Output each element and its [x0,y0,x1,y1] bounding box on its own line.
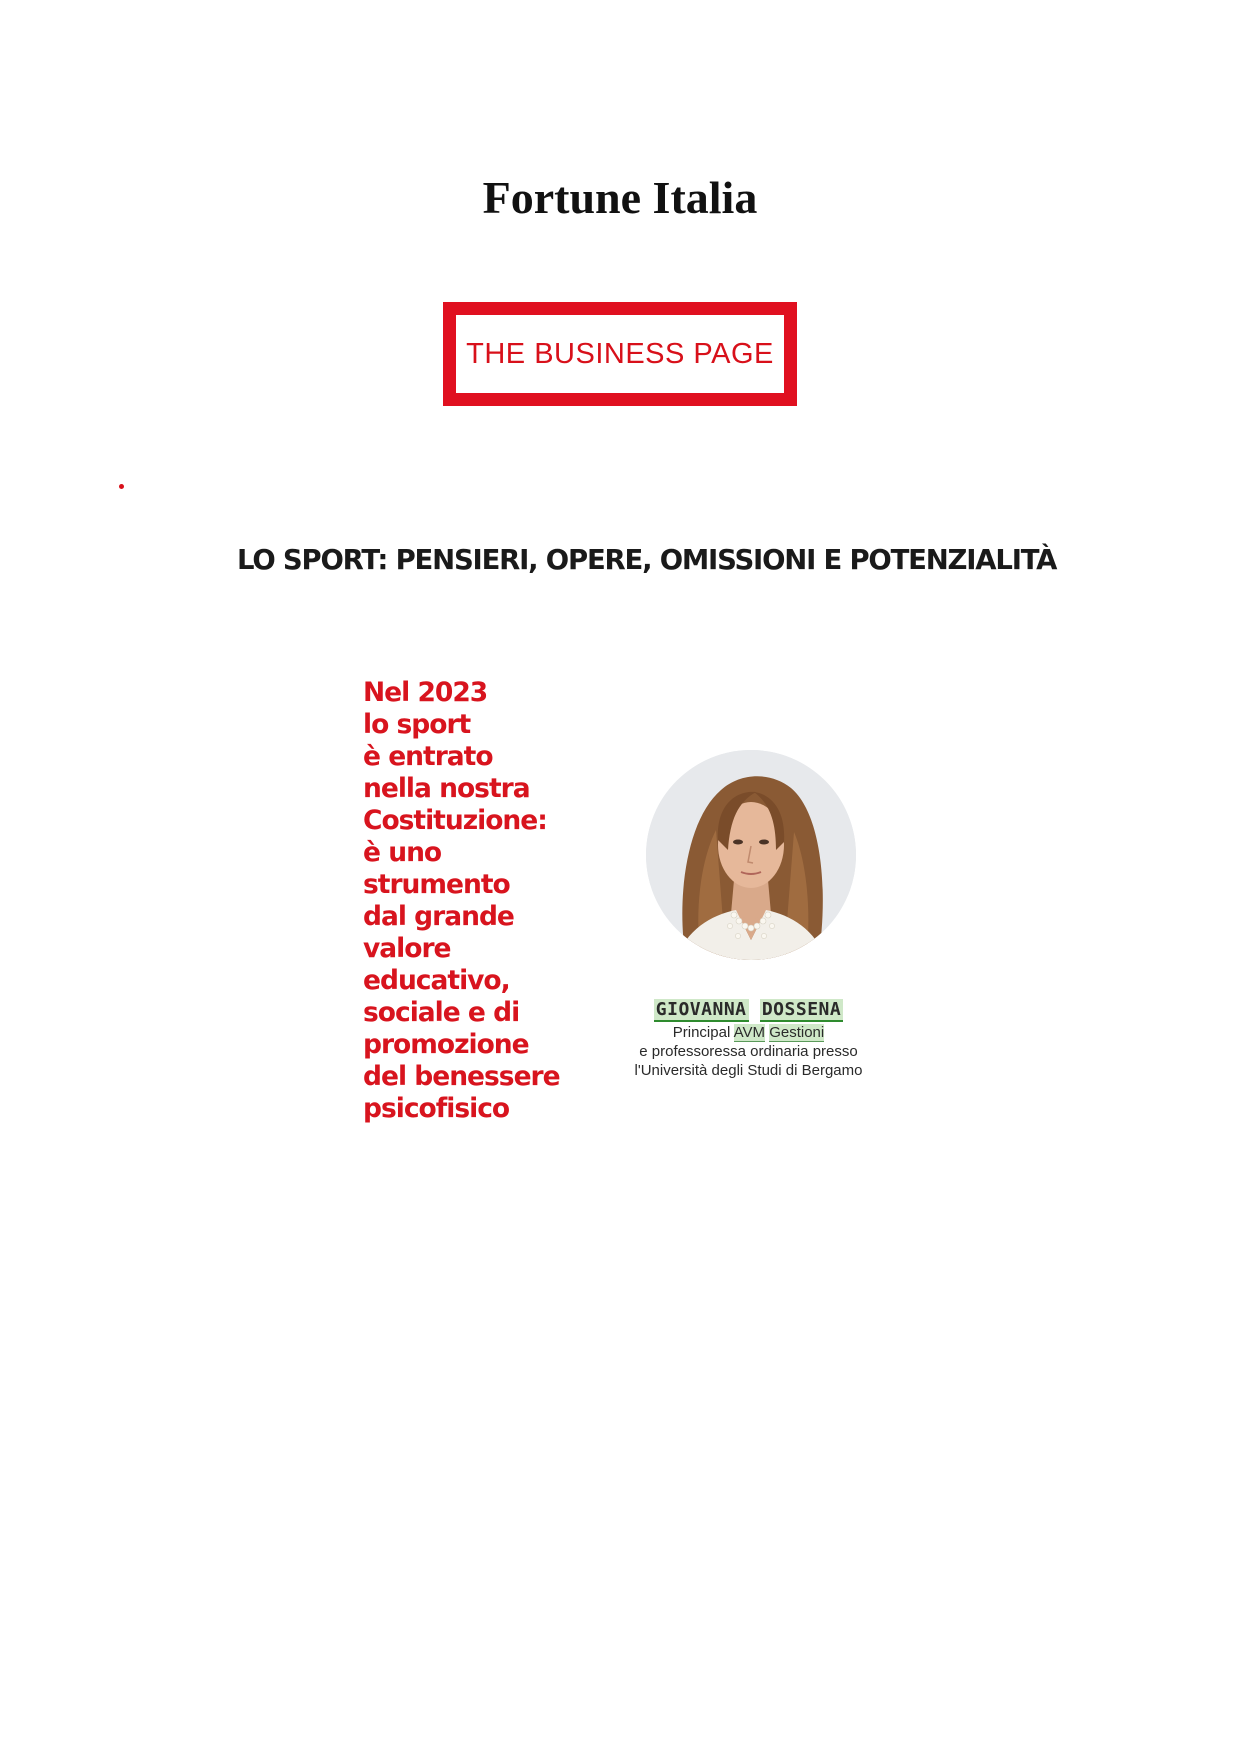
quote-line: del benessere [363,1061,560,1092]
business-page-label: THE BUSINESS PAGE [466,337,774,370]
author-role-line-3: l'Università degli Studi di Bergamo [634,1062,863,1079]
article-headline: LO SPORT: PENSIERI, OPERE, OMISSIONI E POTENZIALITÀ [237,544,1057,576]
author-role-line-2: e professoressa ordinaria presso [639,1043,858,1060]
quote-line: dal grande [363,901,514,932]
role-prefix: Principal [672,1024,731,1041]
business-page-badge [443,302,797,406]
quote-line: è uno [363,837,442,868]
quote-line: lo sport [363,709,471,740]
author-last-name: DOSSENA [761,999,842,1020]
author-portrait [646,750,856,960]
portrait-illustration [646,750,856,960]
quote-line: educativo, [363,965,510,996]
author-role-line-1 [0,1023,1240,1042]
company-name-part-1: AVM [733,1024,766,1041]
quote-line: valore [363,933,451,964]
quote-line: Nel 2023 [363,677,488,708]
author-first-name: GIOVANNA [655,999,747,1020]
author-name [0,998,1240,1022]
publication-title: Fortune Italia [482,172,758,223]
quote-line: psicofisico [363,1093,510,1124]
quote-line: strumento [363,869,510,900]
quote-line: nella nostra [363,773,530,804]
bullet-dot [119,484,124,489]
author-role [0,1023,1240,1080]
quote-line: è entrato [363,741,493,772]
quote-line: Costituzione: [363,805,547,836]
quote-line: promozione [363,1029,529,1060]
quote-line: sociale e di [363,997,520,1028]
company-name-part-2: Gestioni [769,1024,825,1041]
